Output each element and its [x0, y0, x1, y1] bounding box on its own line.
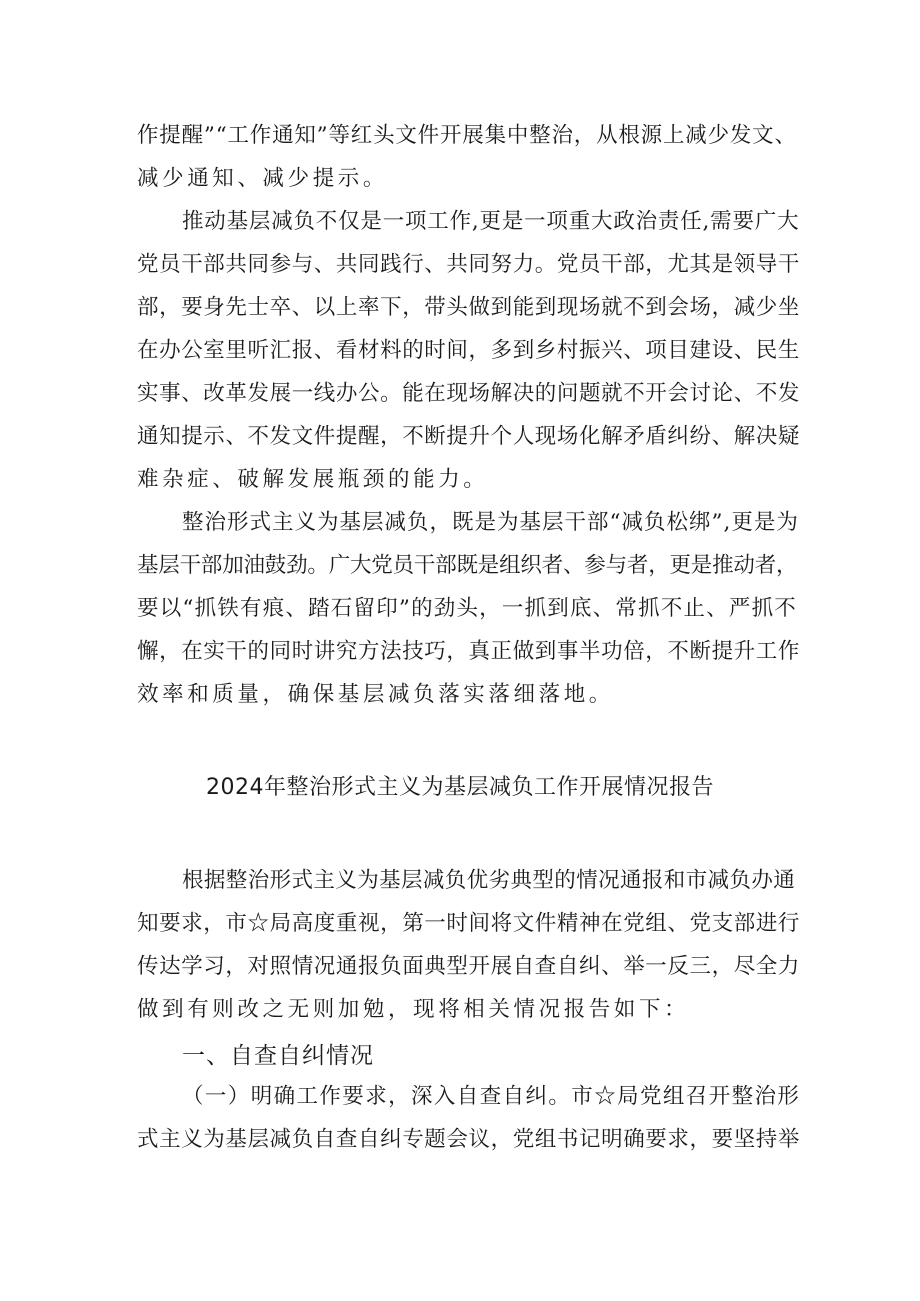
paragraph-line: 懈，在实干的同时讲究方法技巧，真正做到事半功倍，不断提升工作	[137, 639, 801, 664]
section-heading: 一、自查自纠情况	[182, 1043, 374, 1069]
paragraph-line: 根据整治形式主义为基层减负优劣典型的情况通报和市减负办通	[182, 868, 796, 893]
paragraph-line: （一）明确工作要求，深入自查自纠。市☆局党组召开整治形	[182, 1084, 801, 1109]
paragraph-line: 知要求，市☆局高度重视，第一时间将文件精神在党组、党支部进行	[137, 911, 801, 936]
paragraph-line: 在办公室里听汇报、看材料的时间，多到乡村振兴、项目建设、民生	[137, 338, 801, 363]
paragraph-line: 党员干部共同参与、共同践行、共同努力。党员干部，尤其是领导干	[137, 252, 801, 277]
paragraph-line: 要以“抓铁有痕、踏石留印”的劲头，一抓到底、常抓不止、严抓不	[137, 596, 797, 621]
paragraph-line: 推动基层减负不仅是一项工作,更是一项重大政治责任,需要广大	[182, 209, 800, 234]
paragraph-line: 效率和质量，确保基层减负落实落细落地。	[137, 682, 614, 707]
paragraph-line: 作提醒”“工作通知”等红头文件开展集中整治，从根源上减少发文、	[137, 123, 797, 148]
report-title: 2024年整治形式主义为基层减负工作开展情况报告	[206, 775, 714, 800]
paragraph-line: 传达学习，对照情况通报负面典型开展自查自纠、举一反三，尽全力	[137, 954, 801, 979]
paragraph-line: 做到有则改之无则加勉，现将相关情况报告如下：	[137, 997, 690, 1022]
paragraph-line: 难杂症、破解发展瓶颈的能力。	[137, 467, 489, 492]
paragraph-line: 基层干部加油鼓劲。广大党员干部既是组织者、参与者，更是推动者，	[137, 553, 798, 578]
paragraph-line: 式主义为基层减负自查自纠专题会议，党组书记明确要求，要坚持举	[137, 1127, 801, 1152]
paragraph-line: 整治形式主义为基层减负，既是为基层干部“减负松绑”,更是为	[182, 510, 799, 535]
paragraph-line: 减少通知、减少提示。	[137, 166, 389, 191]
paragraph-line: 实事、改革发展一线办公。能在现场解决的问题就不开会讨论、不发	[137, 381, 801, 406]
paragraph-line: 通知提示、不发文件提醒，不断提升个人现场化解矛盾纠纷、解决疑	[137, 424, 801, 449]
paragraph-line: 部，要身先士卒、以上率下，带头做到能到现场就不到会场，减少坐	[137, 295, 801, 320]
